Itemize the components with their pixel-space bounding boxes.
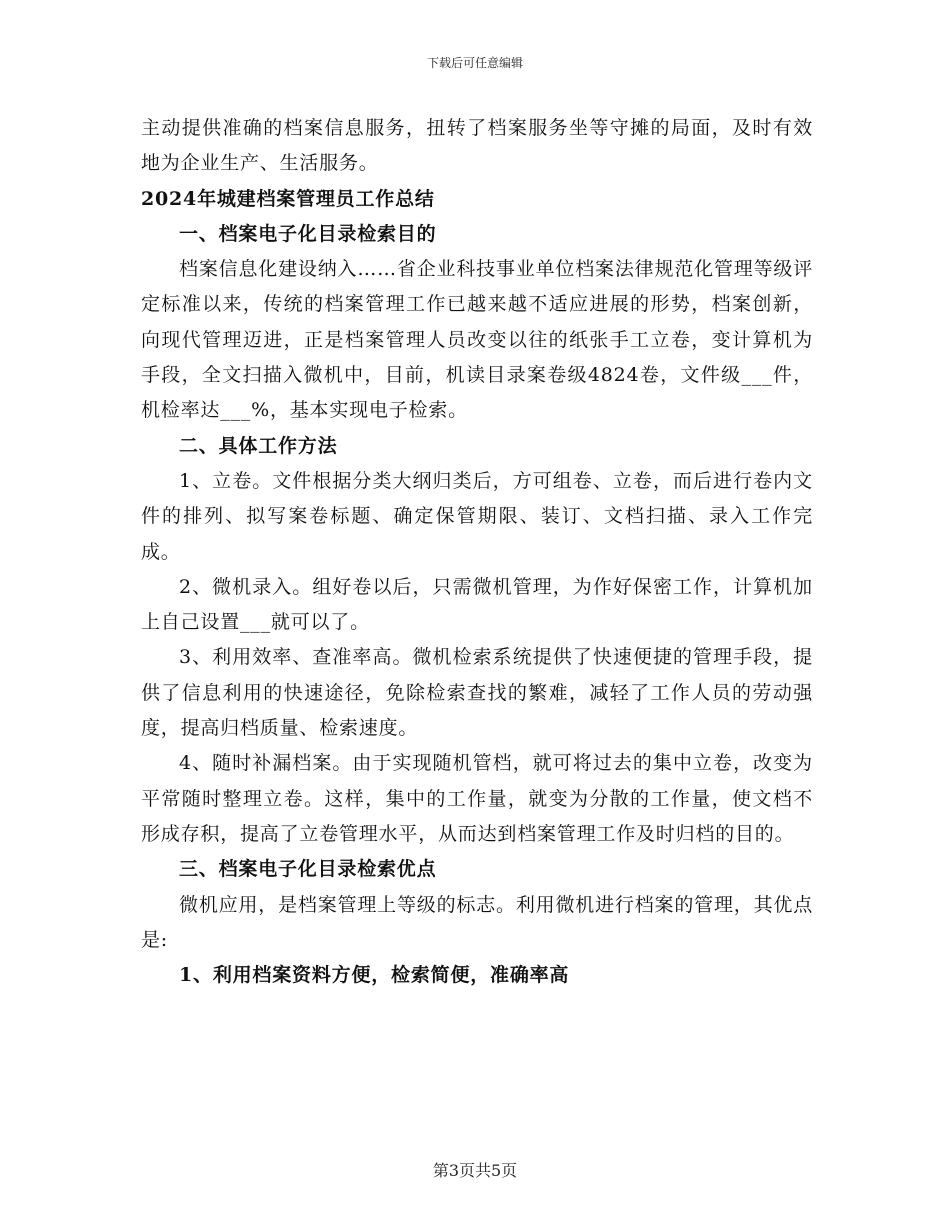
page-footer-number: 第3页共5页	[432, 1161, 518, 1180]
page-header-note: 下载后可任意编辑	[426, 56, 523, 70]
paragraph-method-1: 1、立卷。文件根据分类大纲归类后，方可组卷、立卷，而后进行卷内文件的排列、拟写案卷标题、确定保管期限、装订、文档扫描、录入工作完成。	[141, 469, 813, 563]
section-heading-2: 二、具体工作方法	[179, 434, 338, 457]
section-heading-3: 三、档案电子化目录检索优点	[179, 858, 437, 881]
paragraph-section-1: 档案信息化建设纳入……省企业科技事业单位档案法律规范化管理等级评定标准以来，传统的档案管理工作已越来越不适应进展的形势，档案创新，向现代管理迈进，正是档案管理人员改变以往的纸张手工立卷，变计算机为手段，全文扫描入微机中，目前，机读目录案卷级4824卷，文件级___件，机检率达___%，基本实现电子检索。	[141, 258, 813, 422]
paragraph-method-2: 2、微机录入。组好卷以后，只需微机管理，为作好保密工作，计算机加上自己设置___就可以了。	[141, 575, 813, 634]
section-heading-1: 一、档案电子化目录检索目的	[179, 222, 437, 245]
paragraph-section-3: 微机应用，是档案管理上等级的标志。利用微机进行档案的管理，其优点是:	[141, 893, 813, 951]
paragraph-method-3: 3、利用效率、查准率高。微机检索系统提供了快速便捷的管理手段，提供了信息利用的快速途径，免除检索查找的繁难，减轻了工作人员的劳动强度，提高归档质量、检索速度。	[141, 646, 813, 740]
paragraph-intro: 主动提供准确的档案信息服务，扭转了档案服务坐等守摊的局面，及时有效地为企业生产、生活服务。	[141, 117, 813, 175]
document-body	[141, 111, 813, 993]
document-title: 2024年城建档案管理员工作总结	[141, 187, 435, 210]
paragraph-method-4: 4、随时补漏档案。由于实现随机管档，就可将过去的集中立卷，改变为平常随时整理立卷。这样，集中的工作量，就变为分散的工作量，使文档不形成存积，提高了立卷管理水平，从而达到档案管理工作及时归档的目的。	[141, 752, 813, 845]
subsection-heading-3-1: 1、利用档案资料方便，检索简便，准确率高	[179, 964, 570, 987]
